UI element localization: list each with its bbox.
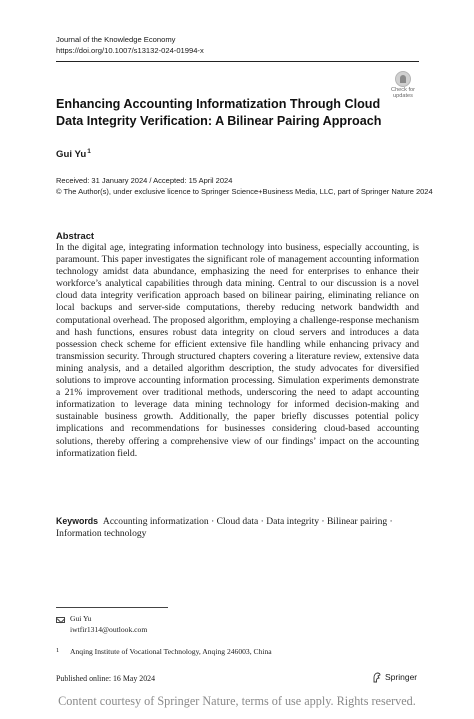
- author-name: Gui Yu: [56, 149, 87, 160]
- corresponding-email[interactable]: iwtfir1314@outlook.com: [70, 624, 148, 634]
- footnote-rule: [56, 607, 168, 608]
- received-accepted: Received: 31 January 2024 / Accepted: 15 April 2024: [56, 176, 233, 185]
- publisher-name: Springer: [385, 672, 418, 682]
- crossmark-line1: Check for: [391, 87, 415, 93]
- corresponding-author: [56, 614, 147, 635]
- affiliation-text: Anqing Institute of Vocational Technology, Anqing 246003, China: [70, 647, 272, 656]
- published-online: Published online: 16 May 2024: [56, 674, 156, 683]
- envelope-icon: [56, 617, 65, 623]
- article-title: Enhancing Accounting Informatization Through Cloud Data Integrity Verification: A Bilinear Pairing Approach: [56, 97, 382, 128]
- header-rule: [56, 61, 419, 62]
- author-affiliation-marker: 1: [87, 148, 91, 155]
- abstract-heading: Abstract: [56, 230, 95, 241]
- courtesy-watermark: Content courtesy of Springer Nature, terms of use apply. Rights reserved.: [58, 694, 416, 708]
- journal-header: [56, 34, 204, 56]
- copyright-notice: © The Author(s), under exclusive licence to Springer Science+Business Media, LLC, part of Springer Nature 2024: [56, 187, 433, 196]
- affiliation-number: 1: [56, 647, 60, 654]
- article-dates: [56, 175, 436, 197]
- crossmark-line2: updates: [393, 93, 413, 100]
- journal-name: Journal of the Knowledge Economy: [56, 35, 176, 44]
- keywords-block: [56, 515, 419, 540]
- keywords-label: Keywords: [56, 516, 99, 526]
- keywords-list: Accounting informatization · Cloud data · Data integrity · Bilinear pairing · Information technology: [56, 516, 393, 540]
- abstract-text: In the digital age, integrating information technology into business, especially accounting, is paramount. This paper investigates the significant role of management accounting information technology amidst data abundance, emphasizing the need for enterprises to enhance their workforce’s analytical capabilities through data mining. Central to our discussion is a novel cloud data integrity verification approach based on bilinear pairing, eliminating reliance on local backups and server-side computations, thereby reducing network bandwidth and computational overhead. The proposed algorithm, employing a challenge-response mechanism and hash functions, ensures robust data integrity on cloud servers and introduces a data possession check scheme for efficient extensive file handling while enhancing privacy and transmission security. Through structured chapters covering a literature review, extensive data mining analysis, and a detailed algorithm description, the study advocates for diversified solutions to improve accounting information processing. Simulation experiments demonstrate a 21% improvement over traditional methods, underscoring the need to adapt accounting informatization to leverage data mining technology for informed decision-making and sustainable business growth. Additionally, the paper briefly discusses potential policy implications and recommendations for businesses considering cloud-based accounting solutions, thereby offering a comprehensive view of our findings’ impact on the accounting informatization field.: [56, 242, 419, 459]
- crossmark-icon: [395, 71, 411, 87]
- springer-horse-icon: [372, 672, 382, 683]
- author-line: [56, 148, 91, 160]
- doi-link[interactable]: https://doi.org/10.1007/s13132-024-01994-x: [56, 46, 204, 55]
- springer-logo: [372, 671, 422, 685]
- affiliation: [56, 646, 419, 658]
- corresponding-name: Gui Yu: [70, 614, 92, 623]
